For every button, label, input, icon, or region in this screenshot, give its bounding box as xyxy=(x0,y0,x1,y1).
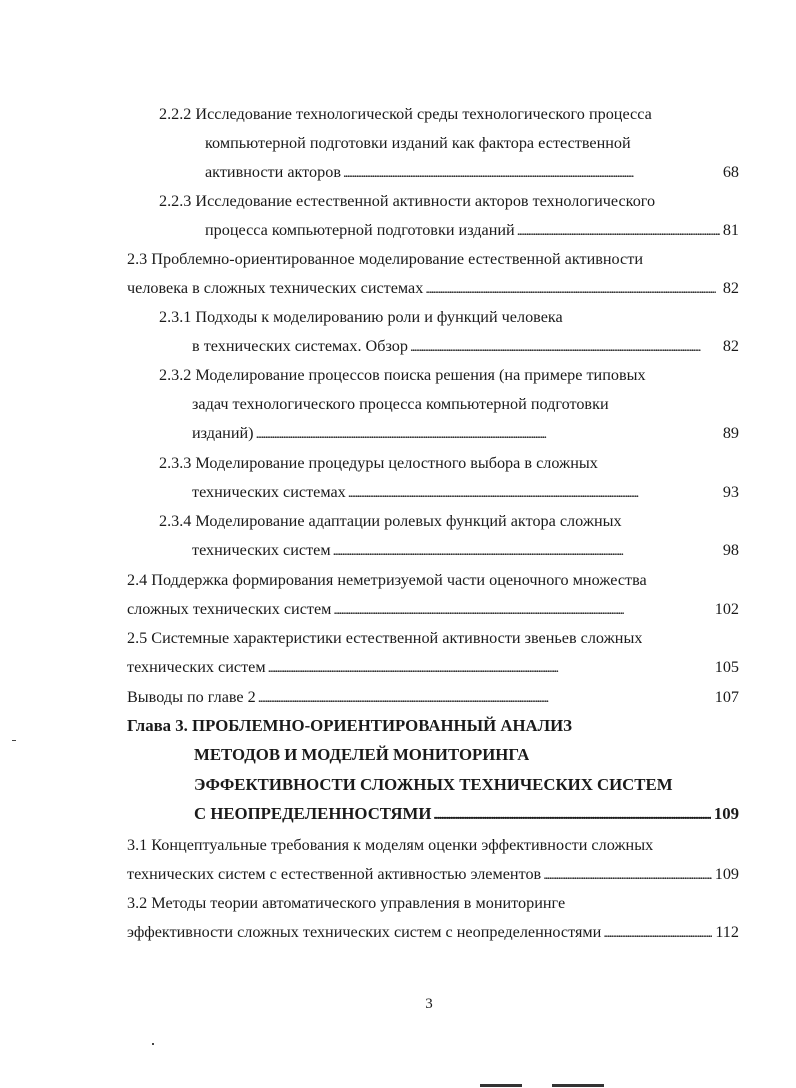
toc-entry-2-3-2[interactable] xyxy=(192,420,739,446)
toc-conclusions-2-page: 107 xyxy=(714,688,739,706)
toc-chapter-3-line-2: МЕТОДОВ И МОДЕЛЕЙ МОНИТОРИНГА xyxy=(194,745,530,764)
toc-entry-2-2-2[interactable] xyxy=(205,159,739,185)
toc-entry-2-5[interactable] xyxy=(127,654,739,680)
dot-leader xyxy=(517,217,720,243)
toc-2-5-line-2: технических систем xyxy=(127,658,266,676)
toc-chapter-3-line-1: Глава 3. ПРОБЛЕМНО-ОРИЕНТИРОВАННЫЙ АНАЛИЗ xyxy=(127,716,573,735)
toc-3-1-line-1: 3.1 Концептуальные требования к моделям оценки эффективности сложных xyxy=(127,836,654,854)
toc-3-2-line-1: 3.2 Методы теории автоматического управления в мониторинге xyxy=(127,894,566,912)
toc-entry-2-3-4[interactable] xyxy=(192,537,739,563)
toc-entry-3-2[interactable] xyxy=(127,919,739,945)
toc-entry-2-3-1[interactable] xyxy=(192,333,739,359)
dot-leader xyxy=(333,596,711,622)
toc-2-5-page: 105 xyxy=(714,658,739,676)
toc-2-3-1-line-1: 2.3.1 Подходы к моделированию роли и функций человека xyxy=(159,308,563,326)
dot-leader xyxy=(268,654,712,680)
toc-2-3-1-line-2: в технических системах. Обзор xyxy=(192,337,408,355)
toc-2-3-3-line-2: технических системах xyxy=(192,483,346,501)
toc-entry-2-2-3[interactable] xyxy=(205,217,739,243)
toc-entry-chapter-3[interactable] xyxy=(194,801,739,827)
dot-leader xyxy=(258,684,712,710)
toc-2-4-page: 102 xyxy=(714,600,739,618)
toc-3-1-page: 109 xyxy=(714,865,739,883)
scan-edge-mark xyxy=(480,1084,522,1087)
toc-2-3-page: 82 xyxy=(722,279,739,297)
toc-2-3-3-line-1: 2.3.3 Моделирование процедуры целостного выбора в сложных xyxy=(159,454,598,472)
toc-2-3-2-line-1: 2.3.2 Моделирование процессов поиска решения (на примере типовых xyxy=(159,366,646,384)
toc-3-2-line-2: эффективности сложных технических систем с неопределенностями xyxy=(127,923,602,941)
toc-entry-3-1[interactable] xyxy=(127,861,739,887)
toc-3-2-page: 112 xyxy=(715,923,739,941)
toc-3-1-line-2: технических систем с естественной активностью элементов xyxy=(127,865,542,883)
toc-2-3-4-page: 98 xyxy=(722,541,739,559)
toc-chapter-3-line-4: С НЕОПРЕДЕЛЕННОСТЯМИ xyxy=(194,804,432,823)
toc-entry-2-3[interactable] xyxy=(127,275,739,301)
toc-2-2-2-line-3: активности акторов xyxy=(205,163,341,181)
toc-2-3-3-page: 93 xyxy=(722,483,739,501)
toc-2-2-3-line-1: 2.2.3 Исследование естественной активности акторов технологического xyxy=(159,192,656,210)
toc-entry-2-4[interactable] xyxy=(127,596,739,622)
toc-2-3-line-1: 2.3 Проблемно-ориентированное моделирование естественной активности xyxy=(127,250,643,268)
toc-2-3-2-line-2: задач технологического процесса компьютерной подготовки xyxy=(192,395,609,413)
toc-entry-2-3-3[interactable] xyxy=(192,479,739,505)
toc-2-4-line-2: сложных технических систем xyxy=(127,600,332,618)
toc-entry-conclusions-2[interactable] xyxy=(127,684,739,710)
scan-edge-mark xyxy=(552,1084,604,1087)
toc-2-2-2-line-2: компьютерной подготовки изданий как фактора естественной xyxy=(205,134,631,152)
toc-2-3-2-page: 89 xyxy=(722,424,739,442)
dot-leader xyxy=(256,420,720,446)
dot-leader xyxy=(343,159,720,185)
dot-leader xyxy=(433,801,710,827)
toc-2-3-4-line-1: 2.3.4 Моделирование адаптации ролевых функций актора сложных xyxy=(159,512,622,530)
dot-leader xyxy=(348,479,720,505)
toc-conclusions-2-label: Выводы по главе 2 xyxy=(127,688,256,706)
toc-2-2-3-line-2: процесса компьютерной подготовки изданий xyxy=(205,221,515,239)
toc-2-2-3-page: 81 xyxy=(722,221,739,239)
toc-2-3-4-line-2: технических систем xyxy=(192,541,331,559)
toc-2-5-line-1: 2.5 Системные характеристики естественной активности звеньев сложных xyxy=(127,629,643,647)
dot-leader xyxy=(543,861,712,887)
toc-2-2-2-page: 68 xyxy=(722,163,739,181)
dot-leader xyxy=(603,919,712,945)
toc-2-4-line-1: 2.4 Поддержка формирования неметризуемой части оценочного множества xyxy=(127,571,647,589)
toc-chapter-3-page: 109 xyxy=(713,804,739,823)
toc-chapter-3-line-3: ЭФФЕКТИВНОСТИ СЛОЖНЫХ ТЕХНИЧЕСКИХ СИСТЕМ xyxy=(194,775,673,794)
dot-leader xyxy=(425,275,719,301)
toc-2-3-line-2: человека в сложных технических системах xyxy=(127,279,424,297)
dot-leader xyxy=(410,333,720,359)
scan-speck xyxy=(12,740,16,741)
toc-2-3-1-page: 82 xyxy=(722,337,739,355)
scan-speck xyxy=(152,1043,154,1045)
toc-2-2-2-line-1: 2.2.2 Исследование технологической среды технологического процесса xyxy=(159,105,652,123)
page-number: 3 xyxy=(425,996,433,1012)
toc-2-3-2-line-3: изданий) xyxy=(192,424,254,442)
dot-leader xyxy=(333,537,720,563)
